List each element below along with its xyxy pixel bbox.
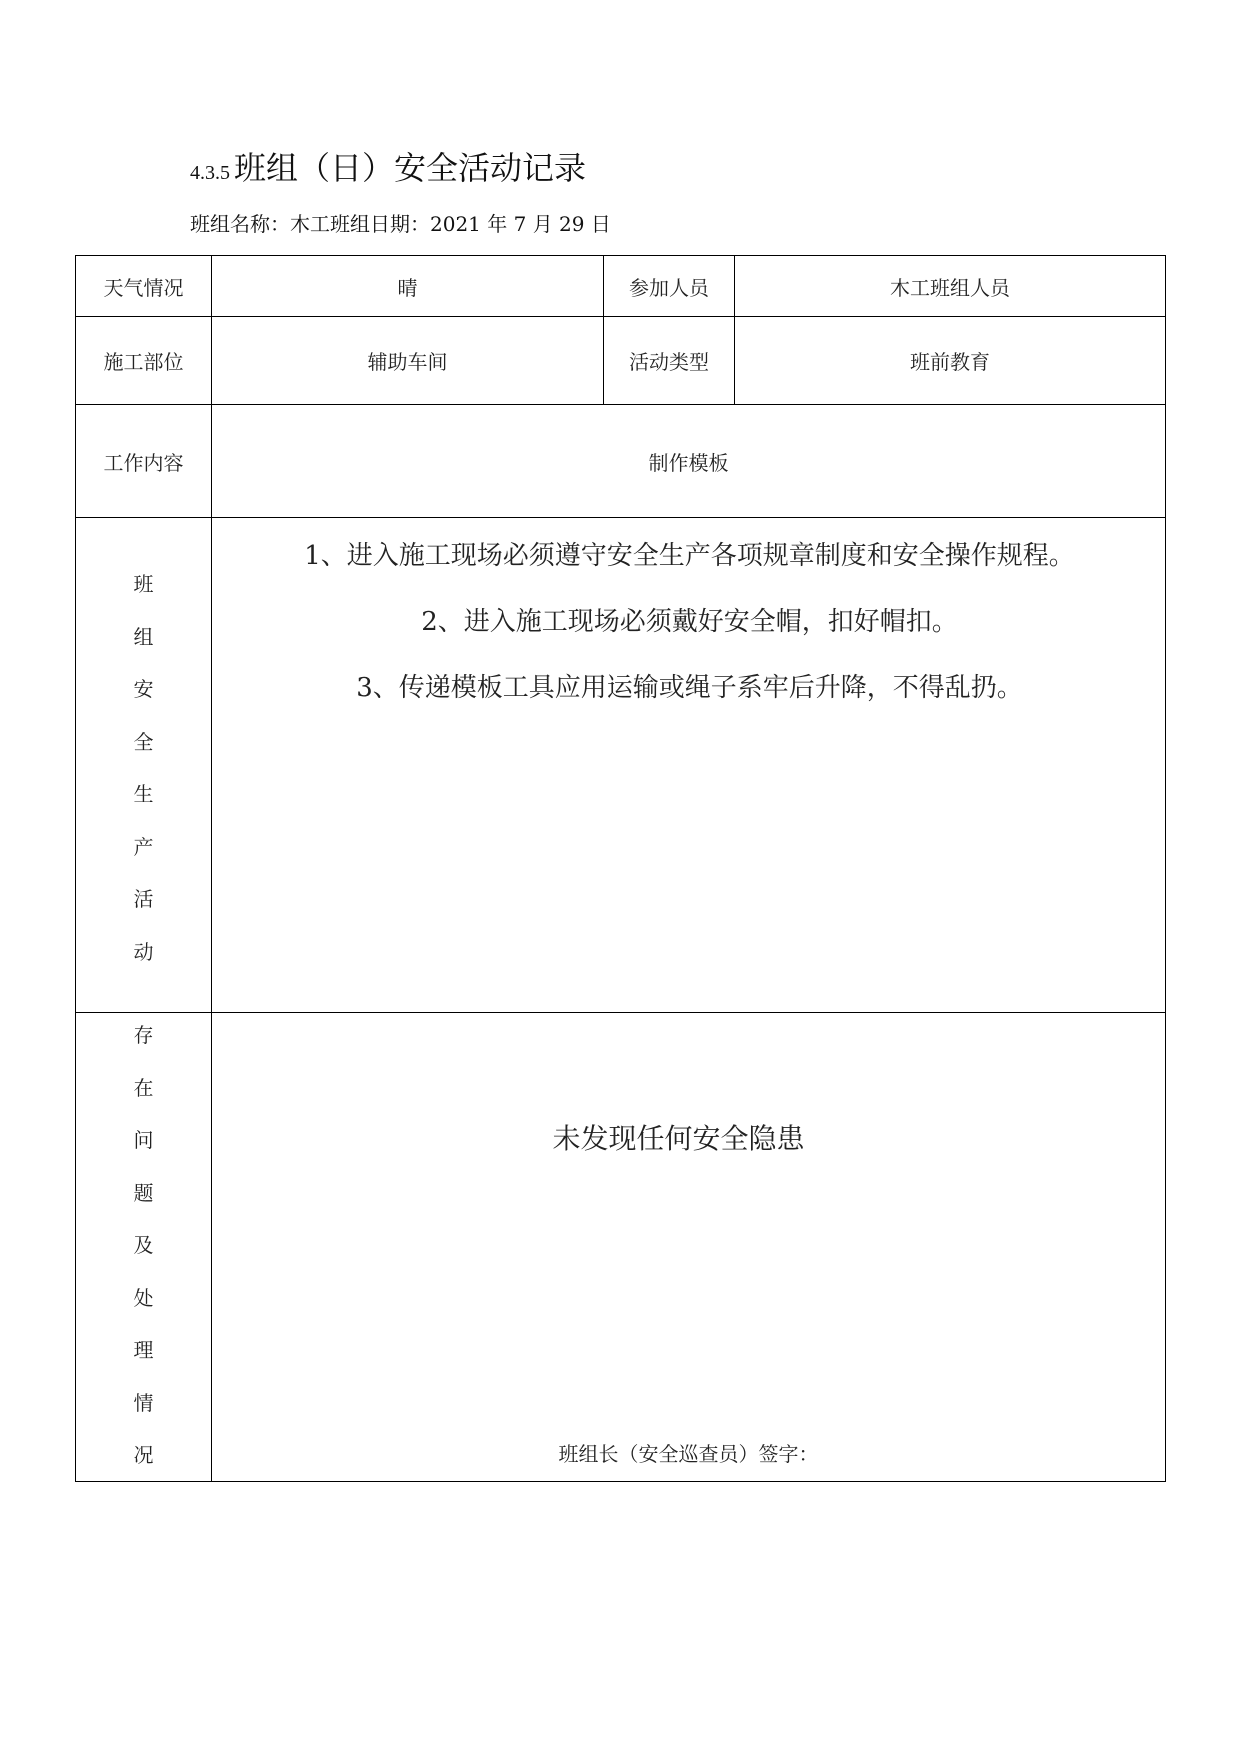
label-char: 在	[133, 1075, 154, 1100]
row-weather-participants	[76, 256, 1166, 317]
weather-label: 天气情况	[76, 256, 212, 317]
label-char: 生	[133, 782, 154, 807]
label-char: 问	[133, 1128, 154, 1152]
label-char: 全	[133, 729, 154, 754]
label-char: 情	[133, 1390, 154, 1415]
label-char: 动	[133, 939, 154, 964]
label-char: 理	[133, 1338, 154, 1362]
signature-label: 班组长（安全巡查员）签字：	[558, 1442, 819, 1466]
issues-content	[212, 1013, 1166, 1482]
team-info-line: 班组名称：木工班组日期：2021 年 7 月 29 日	[190, 212, 611, 236]
work-content-label: 工作内容	[76, 405, 212, 518]
row-safety-activity	[76, 518, 1166, 1013]
location-label: 施工部位	[76, 317, 212, 405]
participants-value: 木工班组人员	[735, 256, 1166, 317]
label-char: 产	[133, 834, 154, 859]
work-content-value: 制作模板	[212, 405, 1166, 518]
list-item: 3、传递模板工具应用运输或绳子系牢后升降，不得乱扔。	[356, 673, 1023, 703]
list-item: 2、进入施工现场必须戴好安全帽，扣好帽扣。	[421, 607, 958, 637]
safety-activity-content	[212, 518, 1166, 1013]
row-issues	[76, 1013, 1166, 1482]
weather-value: 晴	[212, 256, 604, 317]
label-char: 及	[133, 1233, 154, 1257]
title-text: 班组（日）安全活动记录	[234, 149, 587, 187]
label-char: 班	[133, 572, 154, 596]
label-char: 组	[133, 624, 154, 649]
label-char: 况	[133, 1443, 154, 1467]
safety-activity-label	[76, 518, 212, 1013]
activity-type-label: 活动类型	[604, 317, 735, 405]
issues-text: 未发现任何安全隐患	[552, 1122, 805, 1155]
section-number: 4.3.5	[190, 162, 230, 184]
participants-label: 参加人员	[604, 256, 735, 317]
label-char: 安	[133, 677, 154, 702]
row-work-content	[76, 405, 1166, 518]
label-char: 处	[133, 1285, 154, 1310]
safety-activity-record-table	[75, 255, 1166, 1482]
row-location-type	[76, 317, 1166, 405]
safety-activity-list	[224, 540, 1155, 738]
location-value: 辅助车间	[212, 317, 604, 405]
list-item: 1、进入施工现场必须遵守安全生产各项规章制度和安全操作规程。	[304, 541, 1075, 571]
document-title	[190, 146, 586, 195]
label-char: 活	[133, 887, 154, 912]
label-char: 题	[133, 1180, 154, 1205]
label-char: 存	[133, 1023, 154, 1047]
issues-label	[76, 1013, 212, 1482]
activity-type-value: 班前教育	[735, 317, 1166, 405]
